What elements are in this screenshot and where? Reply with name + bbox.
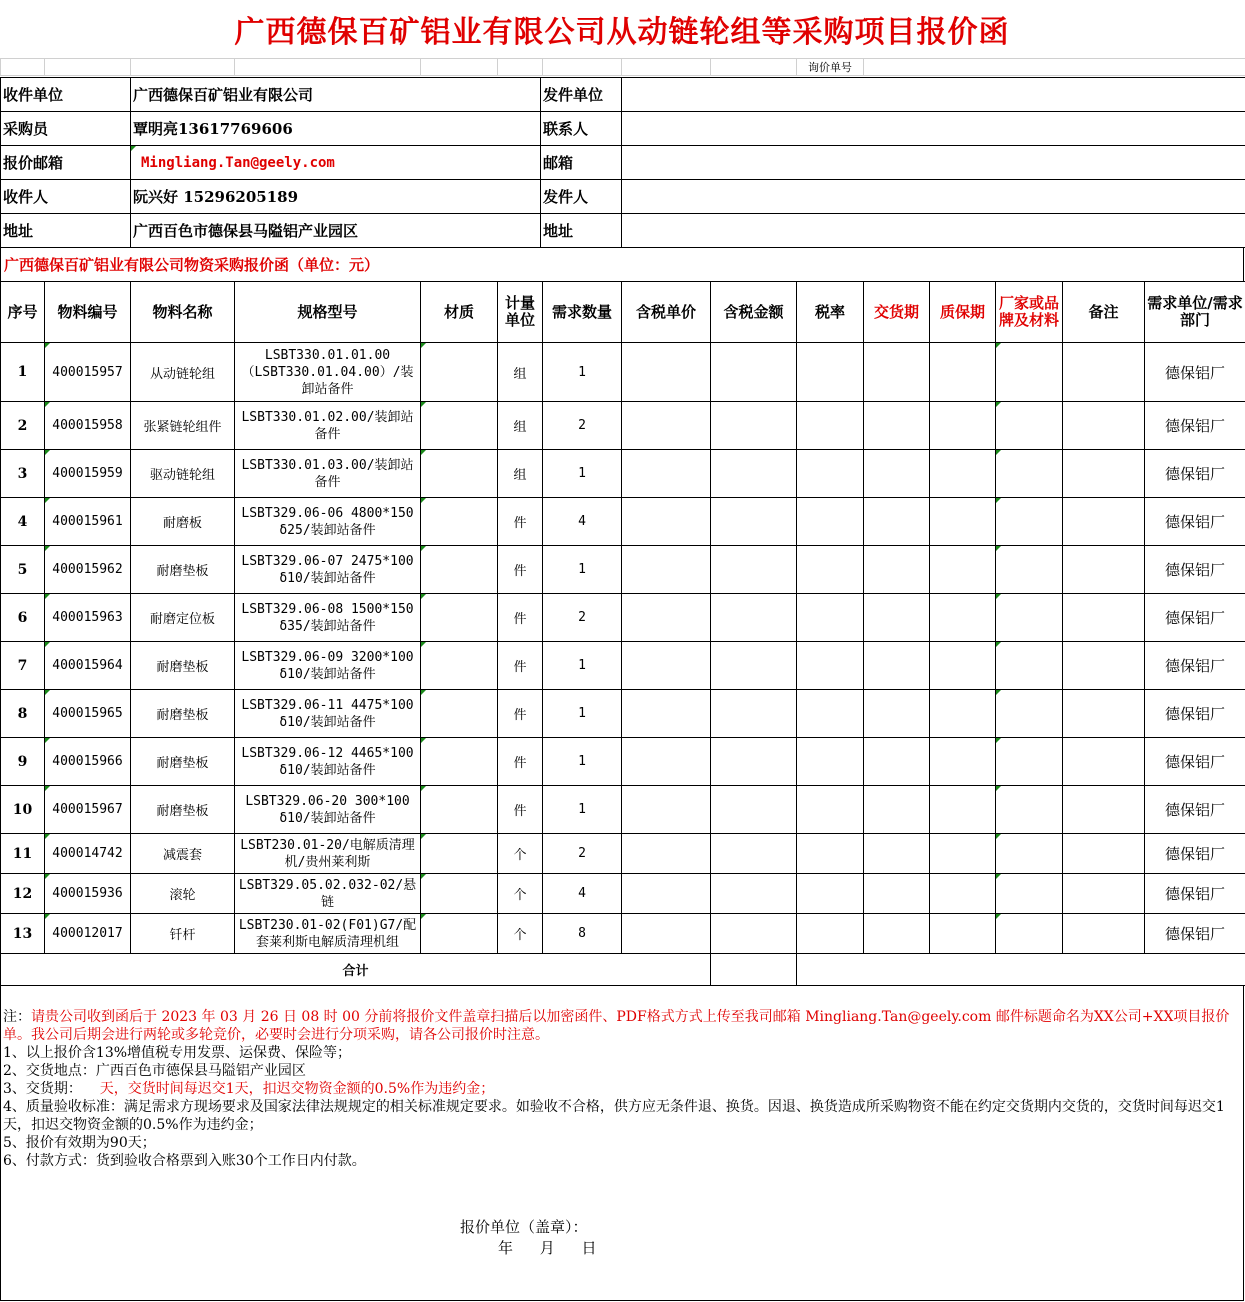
inquiry-no-label: 询价单号	[797, 59, 864, 76]
row-remark[interactable]	[1063, 874, 1145, 914]
row-spec[interactable]: LSBT330.01.02.00/装卸站备件	[235, 402, 421, 450]
row-tax[interactable]	[797, 786, 864, 834]
row-name[interactable]: 耐磨板	[131, 498, 235, 546]
row-name[interactable]: 耐磨垫板	[131, 690, 235, 738]
row-delivery[interactable]	[864, 594, 930, 642]
address-value[interactable]: 广西百色市德保县马隘铝产业园区	[131, 214, 541, 248]
row-amount[interactable]	[711, 546, 797, 594]
row-code[interactable]: 400015959	[45, 450, 131, 498]
row-qty[interactable]: 1	[543, 546, 622, 594]
row-dept[interactable]: 德保铝厂	[1145, 914, 1245, 954]
row-material[interactable]	[421, 450, 498, 498]
row-spec[interactable]: LSBT329.06-09 3200*100 δ10/装卸站备件	[235, 642, 421, 690]
row-no: 5	[1, 546, 45, 594]
row-qty[interactable]: 1	[543, 450, 622, 498]
row-qty[interactable]: 1	[543, 786, 622, 834]
row-remark[interactable]	[1063, 546, 1145, 594]
row-delivery[interactable]	[864, 498, 930, 546]
table-row	[1, 690, 1245, 738]
row-warranty[interactable]	[930, 498, 996, 546]
row-dept[interactable]: 德保铝厂	[1145, 343, 1245, 402]
header-qty: 需求数量	[543, 282, 622, 343]
sender-label: 发件人	[541, 180, 622, 214]
header-amount: 含税金额	[711, 282, 797, 343]
row-amount[interactable]	[711, 738, 797, 786]
table-row	[1, 914, 1245, 954]
row-unit[interactable]: 个	[498, 834, 543, 874]
table-row	[1, 834, 1245, 874]
row-warranty[interactable]	[930, 786, 996, 834]
row-spec[interactable]: LSBT329.06-11 4475*100 δ10/装卸站备件	[235, 690, 421, 738]
table-row	[1, 450, 1245, 498]
row-warranty[interactable]	[930, 642, 996, 690]
row-spec[interactable]: LSBT330.01.03.00/装卸站备件	[235, 450, 421, 498]
row-unit[interactable]: 组	[498, 343, 543, 402]
row-qty[interactable]: 1	[543, 690, 622, 738]
row-brand[interactable]	[996, 914, 1063, 954]
row-code[interactable]: 400015963	[45, 594, 131, 642]
row-brand[interactable]	[996, 594, 1063, 642]
row-warranty[interactable]	[930, 738, 996, 786]
row-qty[interactable]: 4	[543, 874, 622, 914]
row-amount[interactable]	[711, 786, 797, 834]
row-warranty[interactable]	[930, 594, 996, 642]
row-no: 10	[1, 786, 45, 834]
table-row	[1, 546, 1245, 594]
row-qty[interactable]: 4	[543, 498, 622, 546]
row-code[interactable]: 400015964	[45, 642, 131, 690]
row-warranty[interactable]	[930, 690, 996, 738]
row-price[interactable]	[622, 690, 711, 738]
header-spec: 规格型号	[235, 282, 421, 343]
row-no: 6	[1, 594, 45, 642]
row-unit[interactable]: 件	[498, 642, 543, 690]
row-qty[interactable]: 8	[543, 914, 622, 954]
header-price: 含税单价	[622, 282, 711, 343]
row-code[interactable]: 400015936	[45, 874, 131, 914]
inquiry-cell[interactable]	[131, 59, 235, 76]
row-unit[interactable]: 组	[498, 402, 543, 450]
note-item-4: 4、质量验收标准：满足需求方现场要求及国家法律法规规定的相关标准规定要求。如验收不合格，供方应无条件退、换货。因退、换货造成所采购物资不能在约定交货期内交货的，交货时间每迟交1天，扣迟交物资金额的0.5%作为违约金；	[3, 1099, 1225, 1133]
row-name[interactable]: 耐磨垫板	[131, 642, 235, 690]
sender-unit-value[interactable]	[622, 78, 1245, 112]
header-warranty: 质保期	[930, 282, 996, 343]
row-tax[interactable]	[797, 914, 864, 954]
row-tax[interactable]	[797, 546, 864, 594]
row-delivery[interactable]	[864, 402, 930, 450]
email-value[interactable]	[131, 146, 541, 180]
row-code[interactable]: 400012017	[45, 914, 131, 954]
row-price[interactable]	[622, 343, 711, 402]
table-row	[1, 642, 1245, 690]
row-remark[interactable]	[1063, 690, 1145, 738]
inquiry-no-value[interactable]	[864, 59, 1245, 76]
row-no: 7	[1, 642, 45, 690]
row-tax[interactable]	[797, 450, 864, 498]
row-spec[interactable]: LSBT329.06-06 4800*150 δ25/装卸站备件	[235, 498, 421, 546]
total-amount[interactable]	[711, 954, 797, 986]
note-prefix: 注：	[3, 1009, 31, 1025]
inquiry-cell[interactable]	[498, 59, 543, 76]
row-remark[interactable]	[1063, 343, 1145, 402]
row-no: 2	[1, 402, 45, 450]
row-qty[interactable]: 2	[543, 834, 622, 874]
row-remark[interactable]	[1063, 450, 1145, 498]
row-no: 13	[1, 914, 45, 954]
header-unit: 计量单位	[498, 282, 543, 343]
total-blank	[797, 954, 1245, 986]
row-tax[interactable]	[797, 594, 864, 642]
row-material[interactable]	[421, 834, 498, 874]
row-name[interactable]: 滚轮	[131, 874, 235, 914]
row-amount[interactable]	[711, 594, 797, 642]
receiver-unit-label: 收件单位	[1, 78, 131, 112]
row-price[interactable]	[622, 834, 711, 874]
table-row	[1, 738, 1245, 786]
row-brand[interactable]	[996, 450, 1063, 498]
row-remark[interactable]	[1063, 738, 1145, 786]
row-qty[interactable]: 2	[543, 402, 622, 450]
row-delivery[interactable]	[864, 786, 930, 834]
row-price[interactable]	[622, 642, 711, 690]
row-tax[interactable]	[797, 498, 864, 546]
inquiry-cell[interactable]	[235, 59, 421, 76]
row-no: 1	[1, 343, 45, 402]
row-unit[interactable]: 件	[498, 786, 543, 834]
row-brand[interactable]	[996, 498, 1063, 546]
row-name[interactable]: 减震套	[131, 834, 235, 874]
row-name[interactable]: 耐磨垫板	[131, 546, 235, 594]
total-row	[1, 954, 1245, 986]
row-no: 4	[1, 498, 45, 546]
row-remark[interactable]	[1063, 498, 1145, 546]
row-price[interactable]	[622, 738, 711, 786]
row-name[interactable]: 耐磨垫板	[131, 738, 235, 786]
row-brand[interactable]	[996, 642, 1063, 690]
row-warranty[interactable]	[930, 546, 996, 594]
header-code: 物料编号	[45, 282, 131, 343]
row-code[interactable]: 400015957	[45, 343, 131, 402]
row-brand[interactable]	[996, 738, 1063, 786]
row-material[interactable]	[421, 546, 498, 594]
header-material: 材质	[421, 282, 498, 343]
note-deadline: 请贵公司收到函后于 2023 年 03 月 26 日 08 时 00 分前将报价文件盖章扫描后以加密函件、PDF格式方式上传至我司邮箱 Mingliang.Tan@geely.com 邮件标题命名为XX公司+XX项目报价单。我公司后期会进行两轮或多轮竞价，必要时会进行分项采购，请各公司报价时注意。	[3, 1009, 1230, 1043]
header-no: 序号	[1, 282, 45, 343]
table-row	[1, 874, 1245, 914]
row-dept[interactable]: 德保铝厂	[1145, 690, 1245, 738]
row-unit[interactable]: 件	[498, 498, 543, 546]
table-row	[1, 594, 1245, 642]
row-material[interactable]	[421, 402, 498, 450]
row-unit[interactable]: 件	[498, 546, 543, 594]
row-delivery[interactable]	[864, 874, 930, 914]
inquiry-cell[interactable]	[1, 59, 45, 76]
note-item-3-text: 天，交货时间每迟交1天，扣迟交物资金额的0.5%作为违约金；	[81, 1081, 495, 1097]
inquiry-cell[interactable]	[622, 59, 711, 76]
row-tax[interactable]	[797, 834, 864, 874]
row-code[interactable]: 400015966	[45, 738, 131, 786]
note-item-5: 5、报价有效期为90天；	[3, 1135, 156, 1151]
inquiry-row	[0, 58, 1245, 76]
row-code[interactable]: 400015965	[45, 690, 131, 738]
table-row	[1, 498, 1245, 546]
row-spec[interactable]: LSBT329.05.02.032-02/悬链	[235, 874, 421, 914]
buyer-value[interactable]: 覃明亮13617769606	[131, 112, 541, 146]
row-delivery[interactable]	[864, 642, 930, 690]
row-dept[interactable]: 德保铝厂	[1145, 834, 1245, 874]
row-price[interactable]	[622, 498, 711, 546]
row-no: 12	[1, 874, 45, 914]
row-warranty[interactable]	[930, 450, 996, 498]
row-warranty[interactable]	[930, 834, 996, 874]
recipient-label: 收件人	[1, 180, 131, 214]
header-tax: 税率	[797, 282, 864, 343]
row-material[interactable]	[421, 738, 498, 786]
row-price[interactable]	[622, 546, 711, 594]
row-tax[interactable]	[797, 343, 864, 402]
sender-value[interactable]	[622, 180, 1245, 214]
row-delivery[interactable]	[864, 546, 930, 594]
row-price[interactable]	[622, 874, 711, 914]
table-row	[1, 402, 1245, 450]
row-unit[interactable]: 组	[498, 450, 543, 498]
row-brand[interactable]	[996, 786, 1063, 834]
row-amount[interactable]	[711, 402, 797, 450]
notes-section	[0, 986, 1244, 1301]
row-material[interactable]	[421, 914, 498, 954]
inquiry-cell[interactable]	[711, 59, 797, 76]
mailbox-label: 邮箱	[541, 146, 622, 180]
inquiry-cell[interactable]	[45, 59, 131, 76]
row-amount[interactable]	[711, 343, 797, 402]
row-no: 3	[1, 450, 45, 498]
row-brand[interactable]	[996, 690, 1063, 738]
row-dept[interactable]: 德保铝厂	[1145, 874, 1245, 914]
note-item-6: 6、付款方式：货到验收合格票到入账30个工作日内付款。	[3, 1153, 366, 1169]
row-price[interactable]	[622, 914, 711, 954]
row-remark[interactable]	[1063, 594, 1145, 642]
row-unit[interactable]: 件	[498, 738, 543, 786]
table-row	[1, 343, 1245, 402]
subtitle: 广西德保百矿铝业有限公司物资采购报价函（单位：元）	[0, 248, 1244, 281]
row-brand[interactable]	[996, 343, 1063, 402]
row-spec[interactable]: LSBT330.01.01.00（LSBT330.01.04.00）/装卸站备件	[235, 343, 421, 402]
row-warranty[interactable]	[930, 874, 996, 914]
row-material[interactable]	[421, 874, 498, 914]
row-tax[interactable]	[797, 402, 864, 450]
header-brand: 厂家或品牌及材料	[996, 282, 1063, 343]
row-tax[interactable]	[797, 642, 864, 690]
row-material[interactable]	[421, 642, 498, 690]
row-price[interactable]	[622, 402, 711, 450]
row-spec[interactable]: LSBT329.06-07 2475*100 δ10/装卸站备件	[235, 546, 421, 594]
row-name[interactable]: 张紧链轮组件	[131, 402, 235, 450]
row-material[interactable]	[421, 594, 498, 642]
row-unit[interactable]: 个	[498, 914, 543, 954]
row-spec[interactable]: LSBT329.06-20 300*100 δ10/装卸站备件	[235, 786, 421, 834]
row-tax[interactable]	[797, 690, 864, 738]
receiver-unit-value[interactable]: 广西德保百矿铝业有限公司	[131, 78, 541, 112]
row-dept[interactable]: 德保铝厂	[1145, 498, 1245, 546]
row-name[interactable]: 钎杆	[131, 914, 235, 954]
row-dept[interactable]: 德保铝厂	[1145, 594, 1245, 642]
row-amount[interactable]	[711, 690, 797, 738]
row-delivery[interactable]	[864, 343, 930, 402]
row-amount[interactable]	[711, 498, 797, 546]
address-label: 地址	[1, 214, 131, 248]
contact-label: 联系人	[541, 112, 622, 146]
note-item-2: 2、交货地点：广西百色市德保县马隘铝产业园区	[3, 1063, 306, 1079]
row-code[interactable]: 400015958	[45, 402, 131, 450]
row-no: 8	[1, 690, 45, 738]
row-spec[interactable]: LSBT230.01-20/电解质清理机/贵州莱利斯	[235, 834, 421, 874]
row-material[interactable]	[421, 786, 498, 834]
page-title: 广西德保百矿铝业有限公司从动链轮组等采购项目报价函	[234, 15, 1010, 50]
header-delivery: 交货期	[864, 282, 930, 343]
row-name[interactable]: 从动链轮组	[131, 343, 235, 402]
row-amount[interactable]	[711, 914, 797, 954]
header-remark: 备注	[1063, 282, 1145, 343]
row-dept[interactable]: 德保铝厂	[1145, 402, 1245, 450]
table-header-row	[1, 282, 1245, 343]
row-dept[interactable]: 德保铝厂	[1145, 642, 1245, 690]
row-material[interactable]	[421, 690, 498, 738]
row-warranty[interactable]	[930, 343, 996, 402]
row-remark[interactable]	[1063, 914, 1145, 954]
note-item-3-prefix: 3、交货期：	[3, 1081, 82, 1097]
row-delivery[interactable]	[864, 450, 930, 498]
note-item-1: 1、以上报价含13%增值税专用发票、运保费、保险等；	[3, 1045, 352, 1061]
row-amount[interactable]	[711, 834, 797, 874]
row-dept[interactable]: 德保铝厂	[1145, 738, 1245, 786]
row-spec[interactable]: LSBT329.06-12 4465*100 δ10/装卸站备件	[235, 738, 421, 786]
row-price[interactable]	[622, 786, 711, 834]
header-dept: 需求单位/需求部门	[1145, 282, 1245, 343]
row-remark[interactable]	[1063, 786, 1145, 834]
row-name[interactable]: 耐磨垫板	[131, 786, 235, 834]
row-amount[interactable]	[711, 450, 797, 498]
row-brand[interactable]	[996, 874, 1063, 914]
row-dept[interactable]: 德保铝厂	[1145, 786, 1245, 834]
row-delivery[interactable]	[864, 738, 930, 786]
row-spec[interactable]: LSBT329.06-08 1500*150 δ35/装卸站备件	[235, 594, 421, 642]
address2-value[interactable]	[622, 214, 1245, 248]
quote-unit-seal-label: 报价单位（盖章）：	[460, 1218, 588, 1236]
row-material[interactable]	[421, 498, 498, 546]
table-row	[1, 786, 1245, 834]
row-price[interactable]	[622, 450, 711, 498]
recipient-value[interactable]: 阮兴好 15296205189	[131, 180, 541, 214]
row-dept[interactable]: 德保铝厂	[1145, 546, 1245, 594]
row-qty[interactable]: 1	[543, 738, 622, 786]
row-amount[interactable]	[711, 642, 797, 690]
row-warranty[interactable]	[930, 402, 996, 450]
row-code[interactable]: 400015967	[45, 786, 131, 834]
row-delivery[interactable]	[864, 690, 930, 738]
info-table	[0, 77, 1245, 248]
row-no: 11	[1, 834, 45, 874]
row-warranty[interactable]	[930, 914, 996, 954]
row-code[interactable]: 400014742	[45, 834, 131, 874]
row-brand[interactable]	[996, 546, 1063, 594]
row-tax[interactable]	[797, 738, 864, 786]
date-label: 年 月 日	[498, 1239, 597, 1257]
address2-label: 地址	[541, 214, 622, 248]
row-name[interactable]: 耐磨定位板	[131, 594, 235, 642]
inquiry-cell[interactable]	[543, 59, 622, 76]
row-spec[interactable]: LSBT230.01-02(F01)G7/配套莱利斯电解质清理机组	[235, 914, 421, 954]
email-label: 报价邮箱	[1, 146, 131, 180]
row-code[interactable]: 400015961	[45, 498, 131, 546]
row-dept[interactable]: 德保铝厂	[1145, 450, 1245, 498]
total-label: 合计	[1, 954, 711, 986]
row-delivery[interactable]	[864, 834, 930, 874]
row-unit[interactable]: 个	[498, 874, 543, 914]
row-no: 9	[1, 738, 45, 786]
sender-unit-label: 发件单位	[541, 78, 622, 112]
mailbox-value[interactable]	[622, 146, 1245, 180]
row-qty[interactable]: 1	[543, 642, 622, 690]
contact-value[interactable]	[622, 112, 1245, 146]
row-qty[interactable]: 2	[543, 594, 622, 642]
row-unit[interactable]: 件	[498, 690, 543, 738]
row-qty[interactable]: 1	[543, 343, 622, 402]
buyer-label: 采购员	[1, 112, 131, 146]
row-remark[interactable]	[1063, 642, 1145, 690]
items-table	[0, 281, 1245, 986]
row-unit[interactable]: 件	[498, 594, 543, 642]
header-name: 物料名称	[131, 282, 235, 343]
row-price[interactable]	[622, 594, 711, 642]
row-remark[interactable]	[1063, 402, 1145, 450]
row-brand[interactable]	[996, 834, 1063, 874]
row-delivery[interactable]	[864, 914, 930, 954]
row-tax[interactable]	[797, 874, 864, 914]
row-material[interactable]	[421, 343, 498, 402]
row-remark[interactable]	[1063, 834, 1145, 874]
row-amount[interactable]	[711, 874, 797, 914]
row-name[interactable]: 驱动链轮组	[131, 450, 235, 498]
row-code[interactable]: 400015962	[45, 546, 131, 594]
inquiry-cell[interactable]	[421, 59, 498, 76]
row-brand[interactable]	[996, 402, 1063, 450]
email-text[interactable]: Mingliang.Tan@geely.com	[141, 154, 335, 171]
